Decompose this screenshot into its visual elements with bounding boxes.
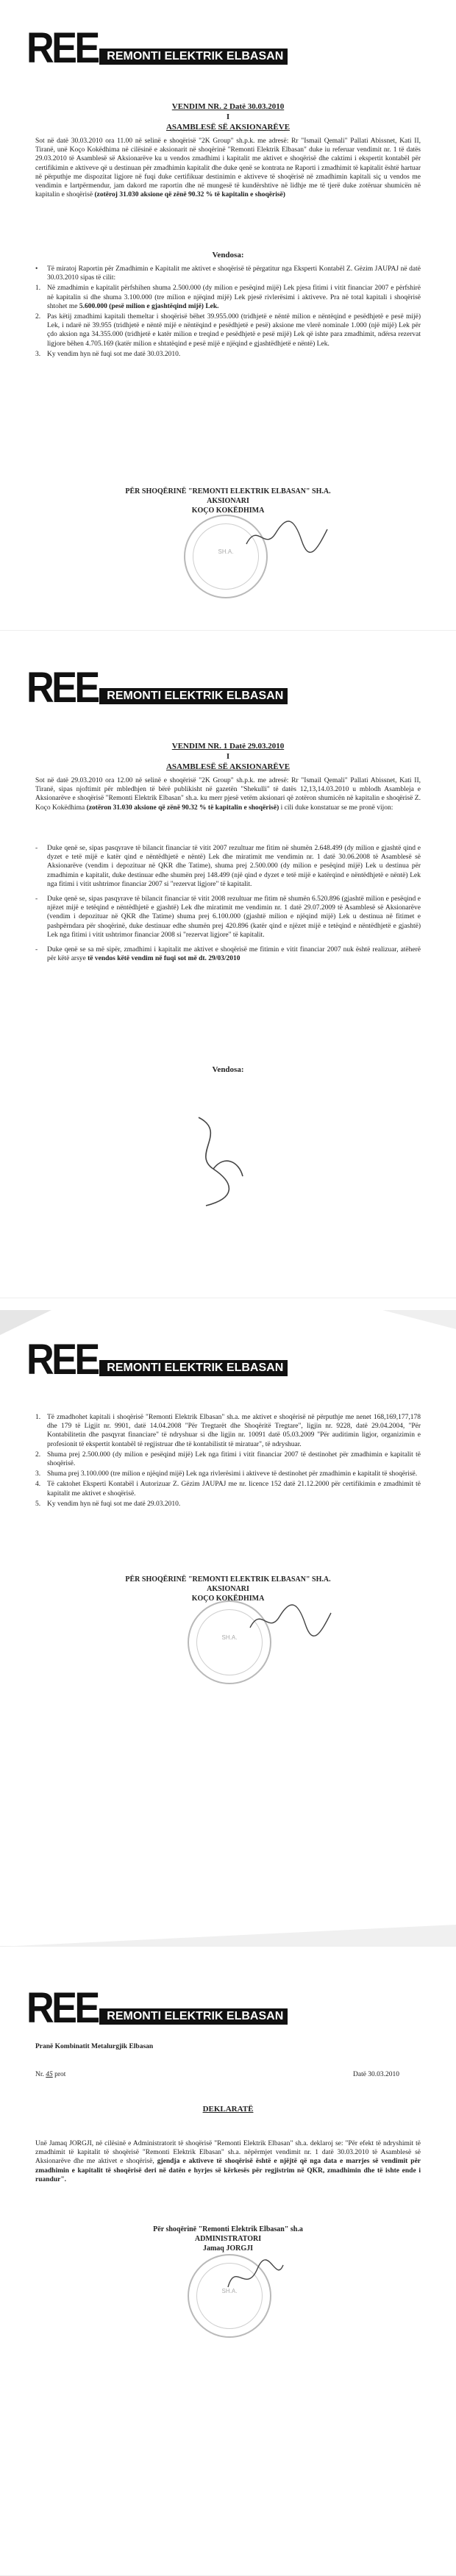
signature-image bbox=[243, 515, 331, 559]
company-logo bbox=[26, 1336, 288, 1384]
page-fold bbox=[0, 1310, 456, 1339]
decided-label: Vendosa: bbox=[212, 1065, 244, 1074]
logo-name: REMONTI ELEKTRIK ELBASAN bbox=[99, 688, 288, 704]
sign-company: Për shoqërinë "Remonti Elektrik Elbasan" sh.a bbox=[153, 2225, 303, 2233]
list-item: 4. Të caktohet Eksperti Kontabël i Autorizuar Z. Gëzim JAUPAJ me nr. licence 152 datë 21.12.2000 për certifikimin e zmadhimit të kapitalit me aktivet e shoqërisë. bbox=[35, 1481, 421, 1498]
decision-items bbox=[35, 1413, 421, 1510]
intro-bold: (zotëron 31.030 aksione që zënë 90.32 % të kapitalin e shoqërisë) bbox=[86, 804, 279, 812]
sign-role: AKSIONARI bbox=[207, 1585, 249, 1593]
sign-role: ADMINISTRATORI bbox=[194, 2235, 262, 2243]
decision-subtitle: ASAMBLESË SË AKSIONARËVE bbox=[165, 123, 291, 132]
list-item: 5. Ky vendim hyn në fuqi sot me datë 29.03.2010. bbox=[35, 1500, 181, 1508]
intro-bold: (zotëroj 31.030 aksione që zënë 90.32 % të kapitalin e shoqërisë) bbox=[94, 191, 285, 199]
signature-image bbox=[246, 1598, 335, 1642]
company-stamp: SH.A. bbox=[188, 2254, 271, 2338]
sign-role: AKSIONARI bbox=[207, 497, 249, 505]
declaration-title-block bbox=[0, 2104, 456, 2114]
page-fold bbox=[0, 1917, 456, 1947]
list-item: - Duke qenë se, sipas pasqyrave të bilancit financiar të vitit 2008 rezultuar me fitim në shumën 6.520.896 (gjashtë milion e pesëqind e njëzet mijë e tetëqind e nëntëdhjetë e gjashtë) Lek dhe miratimit me vendimin nr. 1 datë 29.07.2009 të Asamblesë së Aksionarëve (vendim i depozituar në QKR dhe Tatime) shuma prej 6.100.000 (gjashtë milion e njëqind mijë) Lek u destinua në fitimet e pashpërndara për shoqërinë, duke destinuar edhe shumën prej 420.896 (katër qind e njëzet mijë e tetëqind e nëntëdhjetë e gjashtë) Lek nga fitimi i vitit ushtrimor financiar 2008 si "rezervat ligjore" të kapitalit. bbox=[35, 895, 421, 939]
signature-block bbox=[0, 487, 456, 515]
decision-number: I bbox=[226, 752, 230, 761]
logo-name: REMONTI ELEKTRIK ELBASAN bbox=[99, 49, 288, 65]
logo-name: REMONTI ELEKTRIK ELBASAN bbox=[99, 1360, 288, 1376]
decision-intro: Sot në datë 29.03.2010 ora 12.00 në selinë e shoqërisë "2K Group" sh.p.k. me adresë: Rr "Ismail Qemali" Pallati Abissnet, Kati II, Tiranë, sipas njoftimit për mbledhjen të bërë publikisht në gazetën "Shekulli" të datës 12,13,14.03.2010 u mblodh Asambleja e Aksionarëve e shoqërisë "Remonti Elektrik Elbasan" sh.a. ku merr pjesë vetëm aksionari që zotëron shumicën në kapitalin e shoqërisë Z. Koço Kokëdhima (zotëron 31.030 aksione që zënë 90.32 % të kapitalin e shoqërisë) i cili duke konstatuar se me pronë vijon: bbox=[35, 777, 421, 812]
list-item: 1. Në zmadhimin e kapitalit përfshihen shuma 2.500.000 (dy milion e pesëqind mijë) Lek pjesa fitimi i vitit financiar 2007 e përfshirë në kapitalin si dhe shuma 3.100.000 (tre milion e njëqind mijë) Lek pjesë rivlerësimi i aktiveve. Pra në total kapitali i shoqërisë shtohet me 5.600.000 (pesë milion e gjashtëqind mijë) Lek. bbox=[35, 285, 421, 310]
decision-title-block bbox=[0, 741, 456, 772]
protocol-number: Nr. 45 prot bbox=[35, 2071, 66, 2078]
list-item: • Të miratoj Raportin për Zmadhimin e Kapitalit me aktivet e shoqërisë të përgatitur nga Eksperti Kontabël Z. Gëzim JAUPAJ në datë 30.03.2010 sipas të cilit: bbox=[35, 265, 421, 282]
decision-title: VENDIM NR. 2 Datë 30.03.2010 bbox=[171, 102, 285, 111]
document-page-1 bbox=[0, 0, 456, 631]
list-item: 3. Shuma prej 3.100.000 (tre milion e njëqind mijë) Lek nga rivlerësimi i aktiveve të destinohet për zmadhimin e kapitalit të shoqërisë. bbox=[35, 1470, 418, 1478]
list-item: - Duke qenë se, sipas pasqyrave të bilancit financiar të vitit 2007 rezultuar me fitim në shumën 2.648.499 (dy milion e gjashtë qind e dyzet e tetë mijë e katër qind e nëntëdhjetë e nëntë) Lek dhe miratimit me vendimin nr. 1 datë 30.06.2008 të Asamblesë së Aksionarëve (vendim i depozituar në QKR dhe Tatime), shuma prej 2.500.000 (dy milion e pesëqind mijë) Lek u destinua për zmadhimin e kapitalit, duke destinuar edhe shumën prej 148.499 (një qind e dyzet e tetë mijë e katërqind e nëntëdhjetë e nëntë) Lek nga fitimi i vitit ushtrimor financiar 2007 si "rezervat ligjore" të kapitalit. bbox=[35, 845, 421, 888]
list-item: 1. Të zmadhohet kapitali i shoqërisë "Remonti Elektrik Elbasan" sh.a. me aktivet e shoqërisë në përputhje me nenet 168,169,177,178 dhe 179 të Ligjit nr. 9901, datë 14.04.2008 "Për Tregtarët dhe Shoqëritë Tregtare", ligjin nr. 9228, datë 29.04.2004, "Për Kontabilitetin dhe pasqyrat financiare" të ndryshuar si dhe ligjin nr. 10091 datë 05.03.2009 "Për auditimin ligjor, organizimin e profesionit të ekspertit kontabël të regjistruar dhe të kontabilistit të miratuar", të ndryshuar. bbox=[35, 1414, 421, 1448]
logo-brand: REE bbox=[26, 1336, 98, 1384]
company-stamp: SH.A. bbox=[184, 515, 268, 598]
sign-name: KOÇO KOKËDHIMA bbox=[191, 507, 265, 515]
signature-block bbox=[0, 1575, 456, 1603]
logo-name: REMONTI ELEKTRIK ELBASAN bbox=[99, 2008, 288, 2025]
document-page-4 bbox=[0, 1960, 456, 2576]
decision-title: VENDIM NR. 1 Datë 29.03.2010 bbox=[171, 742, 285, 751]
logo-brand: REE bbox=[26, 664, 98, 712]
list-item: 2. Pas këtij zmadhimi kapitali themeltar i shoqërisë bëhet 39.955.000 (tridhjetë e nëntë milion e nëntëqind e pesëdhjetë e pesë mijë) Lek, i ndarë në 39.955 (tridhjetë e nëntë mijë e nëntëqind e pesëdhjetë e pesë) aksione me vlerë nominale 1.000 (një mijë) Lek për çdo aksion nga 34.355.000 (tridhjetë e katër milion e treqind e pesëdhjetë e pesë mijë) Lek që ishte para zmadhimit, ndërsa rezervat ligjore bëhen 4.705.169 (katër milion e shtatëqind e pesë mijë e njëqind e gjashtëdhjetë e nëntë) Lek. bbox=[35, 313, 421, 348]
company-stamp: SH.A. bbox=[188, 1600, 271, 1684]
company-logo bbox=[26, 24, 288, 72]
sign-name: KOÇO KOKËDHIMA bbox=[191, 1595, 265, 1603]
decision-title-block bbox=[0, 101, 456, 132]
decided-label: Vendosa: bbox=[212, 251, 244, 260]
declaration-title: DEKLARATË bbox=[202, 2105, 254, 2114]
signature-image bbox=[221, 2254, 287, 2298]
recitals bbox=[35, 844, 421, 965]
decision-subtitle: ASAMBLESË SË AKSIONARËVE bbox=[165, 762, 291, 771]
company-logo bbox=[26, 664, 288, 712]
signature-block bbox=[0, 2225, 456, 2253]
decision-number: I bbox=[226, 112, 230, 121]
declaration-body: Unë Jamaq JORGJI, në cilësinë e Administratorit të shoqërisë "Remonti Elektrik Elbasan" sh.a. deklaroj se: "Për efekt të ndryshimit të zmadhimit të kapitalit të shoqërisë "Remonti Elektrik Elbasan" sh.a. nëpërmjet vendimit nr. 1 datë 30.03.2010 të Asamblesë së Aksionarëve dhe me aktivet e shoqërisë, gjendja e aktiveve të shoqërisë është e njëjtë që nga data e marrjes së vendimit për zmadhimin e kapitalit të shoqërisë deri në datën e hyrjes së kërkesës për regjistrim në QKR, zmadhimin dhe të ishte ende i ruandur". bbox=[35, 2140, 421, 2183]
sign-company: PËR SHOQËRINË "REMONTI ELEKTRIK ELBASAN" SH.A. bbox=[125, 1575, 331, 1584]
sign-company: PËR SHOQËRINË "REMONTI ELEKTRIK ELBASAN" SH.A. bbox=[125, 487, 331, 495]
list-item: 3. Ky vendim hyn në fuqi sot me datë 30.03.2010. bbox=[35, 350, 181, 358]
decided-label-block bbox=[0, 1065, 456, 1075]
logo-brand: REE bbox=[26, 24, 98, 72]
decision-items bbox=[35, 265, 421, 360]
document-date: Datë 30.03.2010 bbox=[353, 2071, 400, 2078]
list-item: 2. Shuma prej 2.500.000 (dy milion e pesëqind mijë) Lek nga fitimi i vitit financiar 2007 të destinohet për zmadhimin e kapitalit të shoqërisë. bbox=[35, 1450, 421, 1468]
signature-image bbox=[184, 1110, 250, 1213]
list-item: - Duke qenë se sa më sipër, zmadhimi i kapitalit me aktivet e shoqërisë me fitimin e vitit financiar 2007 nuk është realizuar, atëherë për këtë arsye të vendos këtë vendim në fuqi sot më dt. 29/03/2010 bbox=[35, 946, 421, 963]
sign-name: Jamaq JORGJI bbox=[202, 2244, 254, 2253]
decided-label-block bbox=[0, 250, 456, 260]
document-page-2 bbox=[0, 647, 456, 1298]
company-address: Pranë Kombinatit Metalurgjik Elbasan bbox=[35, 2043, 154, 2050]
logo-brand: REE bbox=[26, 1984, 98, 2032]
company-logo bbox=[26, 1984, 288, 2032]
decision-intro: Sot në datë 30.03.2010 ora 11.00 në selinë e shoqërisë "2K Group" sh.p.k. me adresë: Rr "Ismail Qemali" Pallati Abissnet, Kati II, Tiranë, unë Koço Kokëdhima në cilësinë e aksionarit në shoqërinë "Remonti Elektrik Elbasan" duke iu referuar vendimit nr. 1 të datës 29.03.2010 të Asamblesë së Aksionarëve ku u vendos zmadhimi i kapitalit me aktivet e shoqërisë dhe caktimi i ekspertit kontabël për certifikimin e aktiveve që u destinuan për zmadhimin kapitalit dhe duke qenë se kontrata ne Raporti i zmadhimit të kapitalit është hartuar në përputhje me dispozitat ligjore në fuqi duke certifikuar destinimin e aktiveve të shoqërisë në zmadhimin kapitali siç u vendos me vendimin e lartpërmendur, jam dakord me raportin dhe në mungesë të kundërshtive në lidhje me të tjerë duke zotëruar shumicën në kapitalin e shoqërisë (zotëroj 31.030 aksione që zënë 90.32 % të kapitalin e shoqërisë) bbox=[35, 137, 421, 199]
document-page-3 bbox=[0, 1310, 456, 1947]
